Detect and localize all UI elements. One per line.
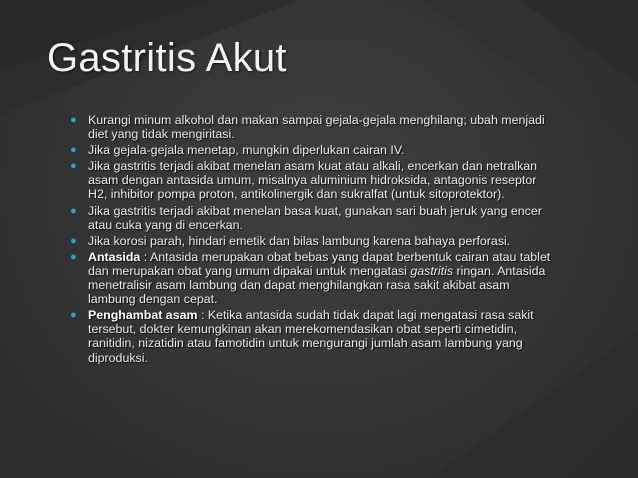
bullet-term: Antasida <box>88 249 141 264</box>
bullet-icon: ● <box>70 144 77 157</box>
bullet-icon: ● <box>70 250 77 263</box>
bullet-text: Jika gastritis terjadi akibat menelan basa kuat, gunakan sari buah jeruk yang encer atau cuka yang di encerkan. <box>88 203 542 232</box>
bullet-text: Kurangi minum alkohol dan makan sampai gejala-gejala menghilang; ubah menjadi diet yang tidak mengiritasi. <box>88 113 545 142</box>
list-item <box>70 204 556 232</box>
bullet-text: Jika gejala-gejala menetap, mungkin diperlukan cairan IV. <box>88 143 405 158</box>
bullet-text: : Ketika antasida sudah tidak dapat lagi mengatasi rasa sakit tersebut, dokter kemungkinan akan merekomendasikan obat seperti cimetidin, ranitidin, nizatidin atau famotidin untuk mengurangi jumlah asam lambung yang diproduksi. <box>88 308 534 365</box>
bullet-icon: ● <box>70 114 77 126</box>
bullet-text: Jika gastritis terjadi akibat menelan asam kuat atau alkali, encerkan dan netralkan asam dengan antasida umum, misalnya aluminium hidroksida, antagonis reseptor H2, inhibitor pompa proton, antikolinergik dan sukralfat (untuk sitoprotektor). <box>88 159 538 202</box>
bullet-text: Jika korosi parah, hindari emetik dan bilas lambung karena bahaya perforasi. <box>88 233 511 248</box>
bullet-text: : Antasida merupakan obat bebas yang dapat berbentuk cairan atau tablet dan merupakan obat yang umum dipakai untuk mengatasi <box>88 249 551 278</box>
list-item <box>70 234 556 248</box>
bullet-list <box>70 113 556 367</box>
bullet-icon: ● <box>70 204 77 217</box>
list-item <box>70 113 556 141</box>
list-item <box>70 159 556 201</box>
bullet-icon: ● <box>70 160 77 173</box>
bullet-term: Penghambat asam <box>88 308 198 323</box>
bullet-text: ringan. Antasida menetralisir asam lambung dan dapat menghilangkan rasa sakit akibat asam lambung dengan cepat. <box>88 263 546 307</box>
list-item <box>70 308 556 364</box>
slide-title: Gastritis Akut <box>47 36 287 80</box>
list-item <box>70 143 556 157</box>
bullet-icon: ● <box>70 309 77 322</box>
bullet-icon: ● <box>70 234 77 247</box>
list-item <box>70 250 556 306</box>
bottom-left-facet <box>0 380 180 478</box>
bullet-italic-term: gastritis <box>410 263 454 278</box>
